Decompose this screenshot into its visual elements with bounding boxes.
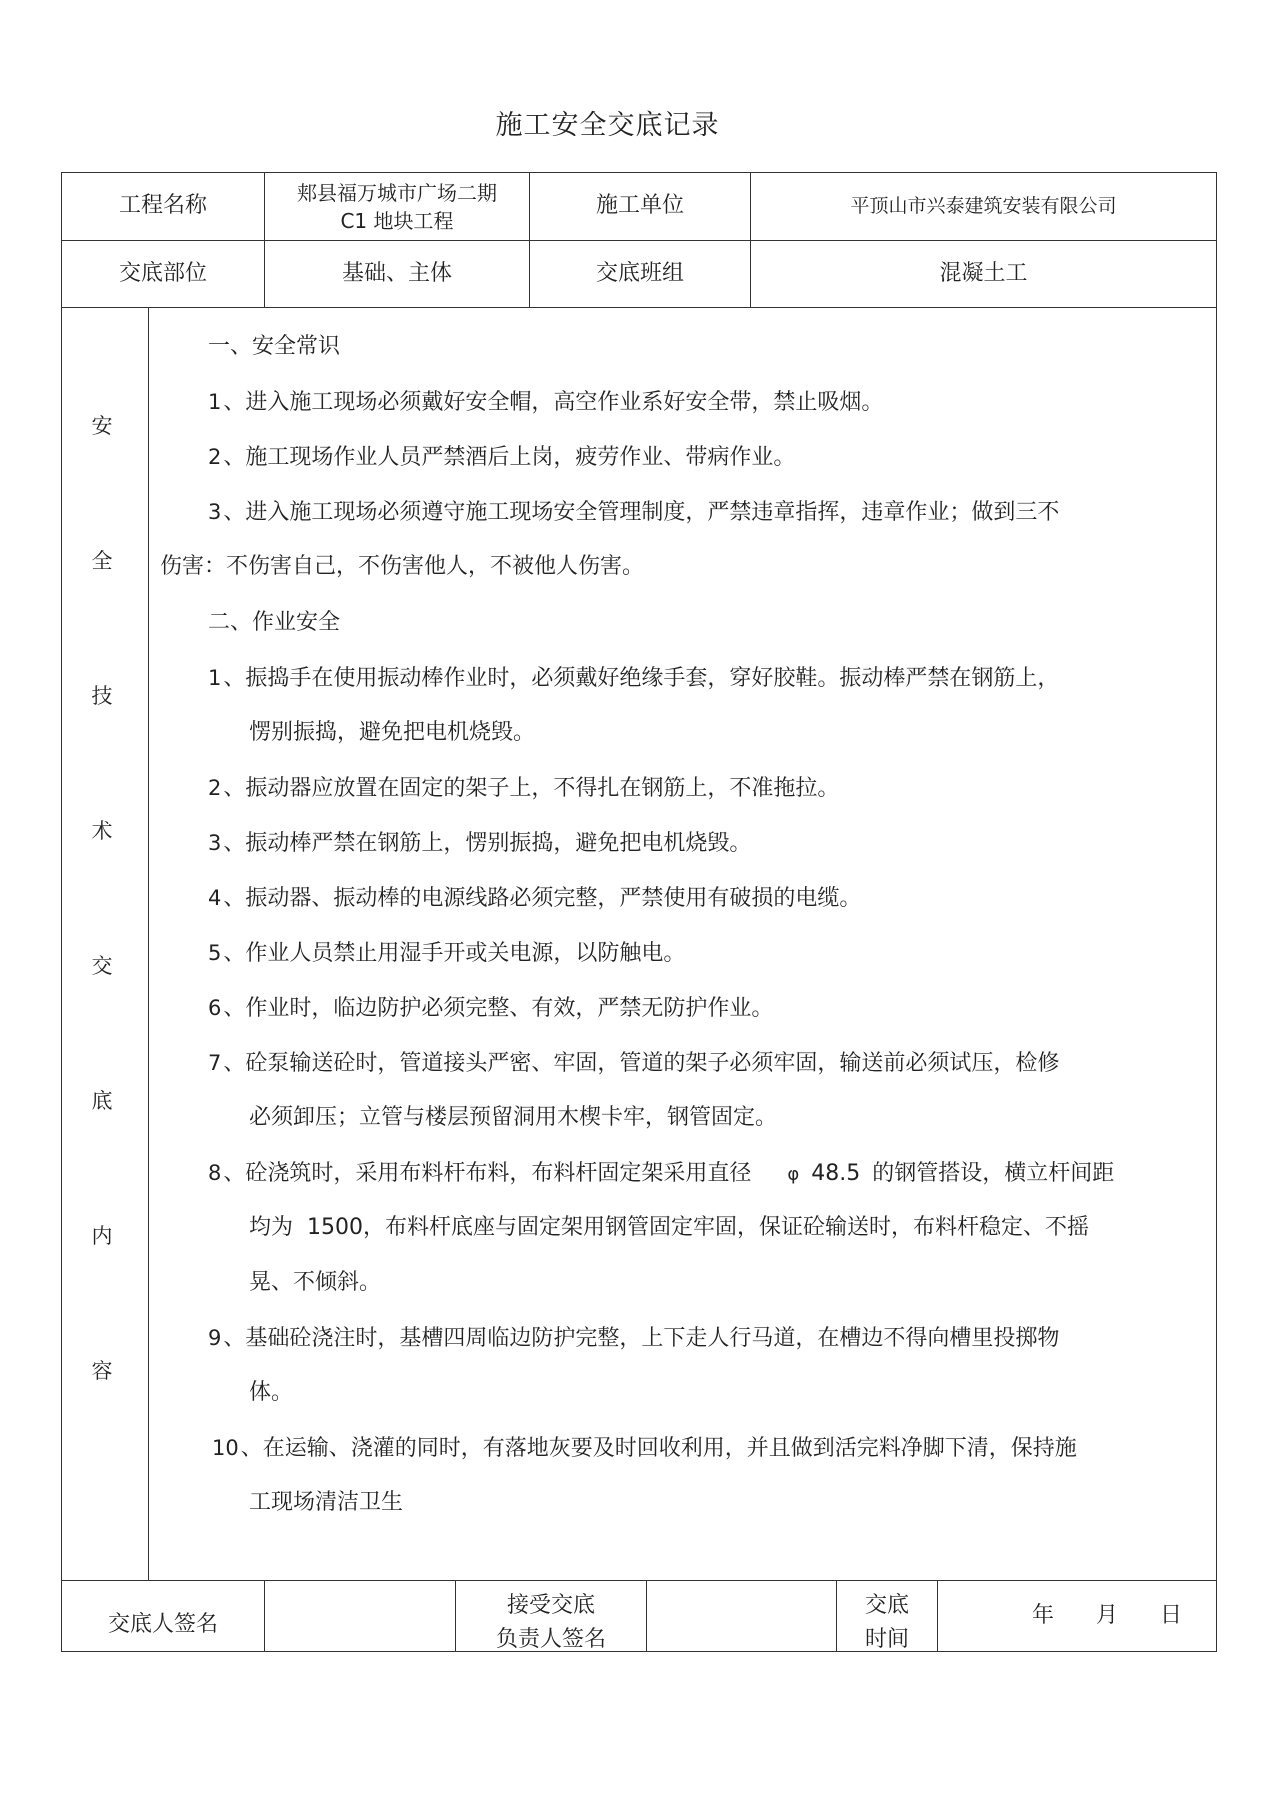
list-item: 7、砼泵输送砼时，管道接头严密、牢固，管道的架子必须牢固，输送前必须试压，检修: [208, 1051, 1060, 1076]
construction-unit-label: 施工单位: [595, 193, 684, 219]
date-year-label: 年: [1031, 1602, 1054, 1628]
list-item: 8、砼浇筑时，采用布料杆布料，布料杆固定架采用直径 φ 48.5 的钢管搭设，横立杆间距: [208, 1158, 1114, 1190]
side-label-char: 交: [91, 954, 113, 978]
briefing-team-label: 交底班组: [595, 260, 684, 286]
row-divider: [61, 307, 1217, 308]
date-day-label: 日: [1160, 1602, 1183, 1628]
receiver-signature-field[interactable]: [647, 1581, 836, 1651]
side-label-char: 安: [91, 414, 113, 438]
col-divider: [148, 307, 149, 1580]
list-item-continuation: 伤害：不伤害自己，不伤害他人，不被他人伤害。: [160, 554, 645, 579]
receiver-signature-label: [456, 1581, 646, 1651]
receiver-label-line2: 负责人签名: [495, 1627, 606, 1651]
time-label-line1: 交底: [864, 1593, 909, 1618]
table-border-bottom: [61, 1651, 1217, 1652]
briefing-time-label: [837, 1581, 937, 1651]
list-item: 3、振动棒严禁在钢筋上，愣别振捣，避免把电机烧毁。: [208, 831, 752, 856]
project-name-line2: C1 地块工程: [340, 208, 454, 233]
section-heading: 二、作业安全: [208, 610, 341, 635]
briefing-part-label: 交底部位: [118, 260, 207, 286]
list-item: 2、施工现场作业人员严禁酒后上岗，疲劳作业、带病作业。: [208, 445, 796, 470]
side-label-char: 底: [91, 1089, 113, 1113]
side-label-char: 内: [91, 1224, 113, 1248]
time-label-line2: 时间: [864, 1627, 909, 1651]
list-item-continuation: 必须卸压；立管与楼层预留洞用木楔卡牢，钢管固定。: [249, 1105, 778, 1130]
section-heading: 一、安全常识: [208, 334, 341, 359]
giver-signature-field[interactable]: [265, 1581, 455, 1651]
list-item: 3、进入施工现场必须遵守施工现场安全管理制度，严禁违章指挥，违章作业；做到三不: [208, 500, 1060, 525]
list-item-continuation: 工现场清洁卫生: [249, 1490, 404, 1515]
side-label-char: 术: [91, 819, 113, 843]
project-name-label: 工程名称: [118, 193, 207, 219]
side-label-char: 技: [91, 684, 113, 708]
table-border-right: [1216, 172, 1217, 1652]
project-name-line1: 郏县福万城市广场二期: [297, 180, 497, 205]
briefing-date-field[interactable]: [938, 1581, 1216, 1651]
giver-signature-label: 交底人签名: [107, 1611, 218, 1637]
list-item: 9、基础砼浇注时，基槽四周临边防护完整，上下走人行马道，在槽边不得向槽里投掷物: [208, 1326, 1060, 1351]
list-item-continuation: 均为 1500，布料杆底座与固定架用钢管固定牢固，保证砼输送时，布料杆稳定、不摇: [249, 1215, 1090, 1240]
side-label-char: 容: [91, 1359, 113, 1383]
diameter-symbol: φ: [787, 1164, 800, 1185]
list-item: 5、作业人员禁止用湿手开或关电源，以防触电。: [208, 941, 686, 966]
document-title: 施工安全交底记录: [495, 110, 720, 141]
list-item: 1、振捣手在使用振动棒作业时，必须戴好绝缘手套，穿好胶鞋。振动棒严禁在钢筋上，: [208, 666, 1060, 691]
briefing-part-value: 基础、主体: [341, 260, 452, 286]
list-item: 1、进入施工现场必须戴好安全帽，高空作业系好安全带，禁止吸烟。: [208, 390, 884, 415]
list-item: 6、作业时，临边防护必须完整、有效，严禁无防护作业。: [208, 996, 774, 1021]
table-border-left: [61, 172, 62, 1652]
list-item: 2、振动器应放置在固定的架子上，不得扎在钢筋上，不准拖拉。: [208, 776, 840, 801]
construction-unit-value: 平顶山市兴泰建筑安装有限公司: [850, 195, 1117, 218]
list-item: 10、在运输、浇灌的同时，有落地灰要及时回收利用，并且做到活完料净脚下清，保持施: [212, 1436, 1077, 1461]
receiver-label-line1: 接受交底: [506, 1593, 595, 1618]
project-name-value: [265, 173, 529, 240]
list-item-continuation: 晃、不倾斜。: [249, 1270, 382, 1295]
list-item-continuation: 愣别振捣，避免把电机烧毁。: [249, 720, 536, 745]
side-label-char: 全: [91, 549, 113, 573]
date-month-label: 月: [1095, 1602, 1118, 1628]
briefing-team-value: 混凝土工: [939, 260, 1028, 286]
list-item-continuation: 体。: [249, 1380, 294, 1405]
list-item: 4、振动器、振动棒的电源线路必须完整，严禁使用有破损的电缆。: [208, 886, 862, 911]
